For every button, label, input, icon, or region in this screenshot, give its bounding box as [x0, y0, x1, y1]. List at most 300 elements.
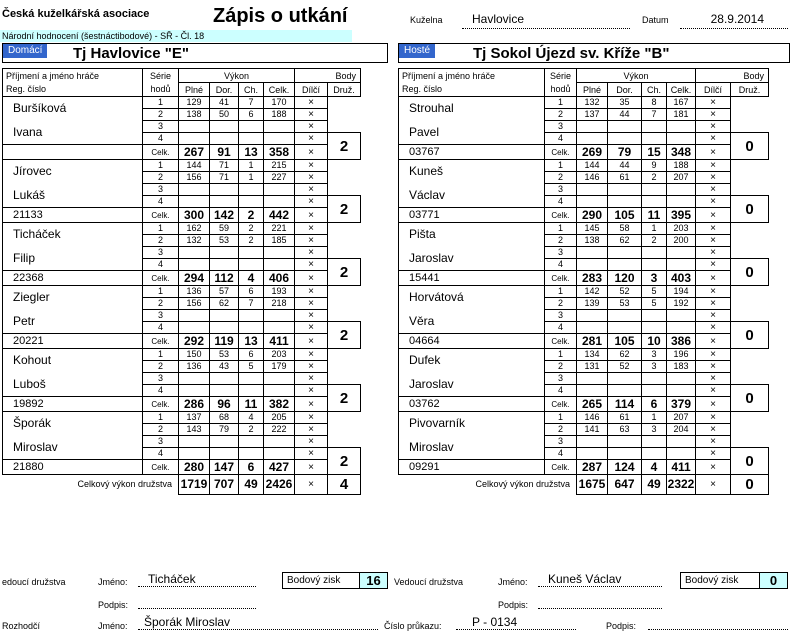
away-leader-label: Vedoucí družstva: [394, 577, 464, 587]
dilci-mark: ×: [696, 475, 731, 495]
series-cell-empty: [577, 133, 608, 145]
series-number: 3: [545, 373, 577, 385]
col-celk-header: Celk.: [264, 83, 295, 97]
player-last-name: Kohout: [3, 349, 143, 373]
col-ch-header: Ch.: [239, 83, 264, 97]
series-number: 4: [143, 448, 179, 460]
series-cell-empty: [264, 373, 295, 385]
player-total: 300: [179, 208, 210, 223]
dilci-mark: ×: [696, 160, 731, 172]
dilci-mark: ×: [295, 448, 328, 460]
dilci-mark: ×: [696, 310, 731, 322]
team-sum: 49: [642, 475, 667, 495]
series-cell: 193: [264, 286, 295, 298]
series-cell-empty: [667, 133, 696, 145]
col-points-header: Body: [295, 69, 361, 83]
series-cell: 136: [179, 286, 210, 298]
series-number: 4: [545, 385, 577, 397]
player-last-name: Šporák: [3, 412, 143, 436]
series-cell: 136: [179, 361, 210, 373]
druz-spacer: [731, 97, 769, 133]
series-number: 4: [143, 385, 179, 397]
series-cell-empty: [210, 448, 239, 460]
away-leader-name-label: Jméno:: [498, 577, 528, 587]
series-cell: 188: [667, 160, 696, 172]
player-total: 114: [608, 397, 642, 412]
series-cell-empty: [577, 184, 608, 196]
dilci-mark: ×: [295, 133, 328, 145]
player-last-name: Horvátová: [399, 286, 545, 310]
dilci-mark: ×: [696, 448, 731, 460]
series-cell: 59: [210, 223, 239, 235]
series-number: 1: [545, 160, 577, 172]
dilci-mark: ×: [295, 373, 328, 385]
dilci-mark: ×: [696, 259, 731, 271]
series-number: 2: [143, 235, 179, 247]
player-points: 2: [328, 196, 361, 223]
player-total: 13: [239, 334, 264, 349]
series-cell-empty: [642, 247, 667, 259]
series-cell-empty: [239, 385, 264, 397]
player-first-name: Miroslav: [399, 436, 545, 460]
series-cell: 138: [179, 109, 210, 121]
series-number: 2: [143, 172, 179, 184]
player-total: 348: [667, 145, 696, 160]
series-cell: 227: [264, 172, 295, 184]
series-number: 3: [545, 310, 577, 322]
series-number: 3: [545, 247, 577, 259]
dilci-mark: ×: [696, 109, 731, 121]
series-cell: 162: [179, 223, 210, 235]
col-name-header: Příjmení a jméno hráče: [3, 69, 143, 83]
series-cell-empty: [577, 322, 608, 334]
series-cell: 185: [264, 235, 295, 247]
player-total: 3: [642, 271, 667, 286]
dilci-mark: ×: [295, 424, 328, 436]
player-last-name: Buršíková: [3, 97, 143, 121]
referee-name-label: Jméno:: [98, 621, 128, 631]
player-total: 96: [210, 397, 239, 412]
series-cell-empty: [179, 133, 210, 145]
player-total: 119: [210, 334, 239, 349]
dilci-mark: ×: [295, 334, 328, 349]
player-last-name: Ticháček: [3, 223, 143, 247]
player-total: 267: [179, 145, 210, 160]
series-number: 3: [545, 184, 577, 196]
series-cell-empty: [577, 448, 608, 460]
referee-card: P - 0134: [456, 615, 576, 630]
venue-value: Havlovice: [462, 12, 630, 29]
series-cell-empty: [642, 448, 667, 460]
druz-spacer: [328, 223, 361, 259]
total-label: Celk.: [143, 334, 179, 349]
player-points: 2: [328, 259, 361, 286]
series-cell-empty: [608, 196, 642, 208]
series-cell-empty: [642, 196, 667, 208]
series-cell: 71: [210, 160, 239, 172]
dilci-mark: ×: [696, 349, 731, 361]
series-cell: 170: [264, 97, 295, 109]
druz-spacer: [731, 223, 769, 259]
series-cell: 139: [577, 298, 608, 310]
series-number: 3: [143, 310, 179, 322]
col-druz-header: Druž.: [328, 83, 361, 97]
series-cell: 9: [642, 160, 667, 172]
series-cell: 79: [210, 424, 239, 436]
dilci-mark: ×: [696, 172, 731, 184]
player-last-name: Dufek: [399, 349, 545, 373]
series-cell-empty: [577, 259, 608, 271]
home-score-label: Bodový zisk: [287, 575, 341, 586]
series-cell: 203: [264, 349, 295, 361]
series-cell: 196: [667, 349, 696, 361]
series-cell-empty: [667, 259, 696, 271]
date-value: 28.9.2014: [680, 12, 788, 29]
series-cell: 41: [210, 97, 239, 109]
series-cell-empty: [210, 121, 239, 133]
series-cell-empty: [210, 436, 239, 448]
series-cell: 134: [577, 349, 608, 361]
series-cell: 5: [642, 286, 667, 298]
referee-label: Rozhodčí: [2, 621, 41, 631]
away-sign-field[interactable]: [538, 594, 662, 609]
total-label: Celk.: [545, 145, 577, 160]
player-total: 2: [239, 208, 264, 223]
series-cell-empty: [667, 184, 696, 196]
player-first-name: Ivana: [3, 121, 143, 145]
series-number: 2: [545, 109, 577, 121]
series-cell-empty: [608, 121, 642, 133]
series-cell-empty: [642, 322, 667, 334]
player-total: 91: [210, 145, 239, 160]
series-cell: 2: [239, 223, 264, 235]
player-last-name: Pivovarník: [399, 412, 545, 436]
series-number: 2: [545, 424, 577, 436]
dilci-mark: ×: [295, 397, 328, 412]
dilci-mark: ×: [295, 196, 328, 208]
player-total: 395: [667, 208, 696, 223]
series-cell-empty: [667, 448, 696, 460]
player-last-name: Ziegler: [3, 286, 143, 310]
series-cell-empty: [642, 385, 667, 397]
series-cell: 200: [667, 235, 696, 247]
referee-sign-label: Podpis:: [606, 621, 637, 631]
player-total: 358: [264, 145, 295, 160]
series-number: 4: [545, 196, 577, 208]
series-cell: 146: [577, 412, 608, 424]
team-sum: 1719: [179, 475, 210, 495]
druz-spacer: [328, 349, 361, 385]
player-total: 79: [608, 145, 642, 160]
col-series2-header: hodů: [545, 83, 577, 97]
series-cell-empty: [264, 448, 295, 460]
player-total: 411: [667, 460, 696, 475]
dilci-mark: ×: [696, 235, 731, 247]
series-cell: 62: [210, 298, 239, 310]
series-cell-empty: [642, 310, 667, 322]
series-cell-empty: [264, 322, 295, 334]
series-cell: 3: [642, 424, 667, 436]
series-number: 2: [545, 172, 577, 184]
series-number: 4: [143, 259, 179, 271]
series-cell: 188: [264, 109, 295, 121]
dilci-mark: ×: [696, 373, 731, 385]
series-cell: 7: [642, 109, 667, 121]
org-name: Česká kuželkářská asociace: [2, 8, 150, 20]
series-cell: 192: [667, 298, 696, 310]
player-total: 105: [608, 334, 642, 349]
series-cell: 1: [642, 223, 667, 235]
series-cell-empty: [210, 385, 239, 397]
total-label: Celk.: [545, 208, 577, 223]
series-number: 1: [143, 286, 179, 298]
team-sum: 1675: [577, 475, 608, 495]
player-last-name: Kuneš: [399, 160, 545, 184]
series-cell: 144: [577, 160, 608, 172]
referee-sign-field[interactable]: [648, 615, 788, 630]
col-dor-header: Dor.: [608, 83, 642, 97]
series-cell-empty: [264, 259, 295, 271]
player-last-name: Strouhal: [399, 97, 545, 121]
series-cell: 61: [608, 412, 642, 424]
series-cell-empty: [264, 196, 295, 208]
druz-spacer: [731, 160, 769, 196]
dilci-mark: ×: [295, 160, 328, 172]
series-number: 3: [143, 436, 179, 448]
home-team-bar: [2, 43, 388, 63]
player-total: 120: [608, 271, 642, 286]
series-number: 2: [143, 298, 179, 310]
player-total: 11: [642, 208, 667, 223]
series-number: 1: [545, 349, 577, 361]
player-reg: 09291: [399, 460, 545, 475]
team-sum-points: 0: [731, 475, 769, 495]
col-points-header: Body: [696, 69, 769, 83]
series-cell: 203: [667, 223, 696, 235]
col-perf-header: Výkon: [179, 69, 295, 83]
druz-spacer: [328, 160, 361, 196]
dilci-mark: ×: [295, 109, 328, 121]
player-first-name: Jaroslav: [399, 247, 545, 271]
series-cell-empty: [239, 373, 264, 385]
col-series2-header: hodů: [143, 83, 179, 97]
player-reg: 19892: [3, 397, 143, 412]
team-sum: 2426: [264, 475, 295, 495]
series-cell-empty: [264, 133, 295, 145]
series-cell-empty: [210, 184, 239, 196]
series-cell-empty: [642, 184, 667, 196]
referee-card-label: Číslo průkazu:: [384, 621, 442, 631]
series-cell-empty: [608, 310, 642, 322]
series-number: 1: [143, 160, 179, 172]
player-total: 4: [642, 460, 667, 475]
home-team-name: Tj Havlovice "E": [73, 45, 189, 62]
player-points: 2: [328, 385, 361, 412]
series-cell-empty: [577, 436, 608, 448]
series-cell-empty: [239, 259, 264, 271]
player-total: 105: [608, 208, 642, 223]
player-total: 382: [264, 397, 295, 412]
series-cell: 179: [264, 361, 295, 373]
series-cell-empty: [179, 385, 210, 397]
series-cell: 6: [239, 109, 264, 121]
total-label: Celk.: [143, 460, 179, 475]
player-total: 112: [210, 271, 239, 286]
series-cell-empty: [264, 436, 295, 448]
player-total: 442: [264, 208, 295, 223]
team-sum: 49: [239, 475, 264, 495]
series-number: 2: [143, 109, 179, 121]
home-sign-field[interactable]: [138, 594, 256, 609]
series-number: 2: [143, 424, 179, 436]
total-label: Celk.: [143, 145, 179, 160]
series-number: 4: [143, 196, 179, 208]
series-number: 1: [143, 97, 179, 109]
series-cell-empty: [667, 322, 696, 334]
team-sum-label: Celkový výkon družstva: [475, 479, 570, 490]
player-total: 13: [239, 145, 264, 160]
dilci-mark: ×: [295, 412, 328, 424]
series-cell: 156: [179, 172, 210, 184]
total-label: Celk.: [143, 397, 179, 412]
druz-spacer: [731, 286, 769, 322]
series-number: 3: [545, 436, 577, 448]
series-cell-empty: [642, 133, 667, 145]
series-cell-empty: [577, 310, 608, 322]
dilci-mark: ×: [696, 184, 731, 196]
team-sum: 647: [608, 475, 642, 495]
series-cell-empty: [264, 184, 295, 196]
series-cell-empty: [179, 247, 210, 259]
series-cell: 2: [642, 235, 667, 247]
player-points: 2: [328, 448, 361, 475]
dilci-mark: ×: [696, 121, 731, 133]
series-cell: 68: [210, 412, 239, 424]
series-cell: 132: [577, 97, 608, 109]
series-cell-empty: [642, 259, 667, 271]
dilci-mark: ×: [295, 361, 328, 373]
series-cell-empty: [667, 121, 696, 133]
series-number: 4: [545, 133, 577, 145]
total-label: Celk.: [545, 334, 577, 349]
player-first-name: Luboš: [3, 373, 143, 397]
series-number: 1: [545, 97, 577, 109]
series-cell-empty: [179, 196, 210, 208]
series-cell-empty: [577, 385, 608, 397]
home-leader-name: Ticháček: [138, 572, 256, 587]
dilci-mark: ×: [696, 322, 731, 334]
series-cell: 53: [608, 298, 642, 310]
dilci-mark: ×: [696, 271, 731, 286]
series-cell: 222: [264, 424, 295, 436]
col-celk-header: Celk.: [667, 83, 696, 97]
series-cell-empty: [577, 121, 608, 133]
dilci-mark: ×: [295, 145, 328, 160]
series-cell-empty: [179, 436, 210, 448]
dilci-mark: ×: [295, 247, 328, 259]
home-tag: Domácí: [3, 44, 47, 58]
dilci-mark: ×: [696, 334, 731, 349]
series-cell: 50: [210, 109, 239, 121]
series-cell: 194: [667, 286, 696, 298]
series-number: 3: [143, 121, 179, 133]
series-cell: 141: [577, 424, 608, 436]
series-cell: 2: [642, 172, 667, 184]
dilci-mark: ×: [295, 208, 328, 223]
player-total: 294: [179, 271, 210, 286]
col-plne-header: Plné: [577, 83, 608, 97]
away-tag: Hosté: [399, 44, 435, 58]
series-cell: 167: [667, 97, 696, 109]
series-cell: 58: [608, 223, 642, 235]
series-number: 2: [545, 361, 577, 373]
series-cell-empty: [239, 196, 264, 208]
series-cell-empty: [608, 373, 642, 385]
series-cell-empty: [179, 310, 210, 322]
dilci-mark: ×: [696, 97, 731, 109]
series-cell: 204: [667, 424, 696, 436]
series-cell-empty: [577, 373, 608, 385]
dilci-mark: ×: [696, 361, 731, 373]
player-total: 280: [179, 460, 210, 475]
player-total: 286: [179, 397, 210, 412]
player-reg: 03767: [399, 145, 545, 160]
series-number: 3: [545, 121, 577, 133]
away-score-box: [680, 572, 788, 589]
druz-spacer: [328, 97, 361, 133]
player-total: 283: [577, 271, 608, 286]
dilci-mark: ×: [295, 97, 328, 109]
series-cell: 5: [642, 298, 667, 310]
home-leader-name-label: Jméno:: [98, 577, 128, 587]
total-label: Celk.: [545, 271, 577, 286]
venue-label: Kuželna: [410, 15, 443, 25]
dilci-mark: ×: [696, 247, 731, 259]
series-cell: 2: [239, 424, 264, 436]
series-cell-empty: [179, 184, 210, 196]
series-cell-empty: [667, 373, 696, 385]
player-points: 0: [731, 196, 769, 223]
series-cell-empty: [239, 310, 264, 322]
druz-spacer: [328, 286, 361, 322]
series-cell-empty: [608, 184, 642, 196]
away-sign-label: Podpis:: [498, 600, 529, 610]
dilci-mark: ×: [295, 286, 328, 298]
referee-name: Šporák Miroslav: [138, 615, 378, 630]
col-dilci-header: Dílčí: [295, 83, 328, 97]
series-number: 4: [545, 322, 577, 334]
player-reg: [3, 145, 143, 160]
player-reg: 03771: [399, 208, 545, 223]
series-cell: 44: [608, 160, 642, 172]
col-ch-header: Ch.: [642, 83, 667, 97]
player-points: 0: [731, 259, 769, 286]
series-cell: 215: [264, 160, 295, 172]
player-total: 4: [239, 271, 264, 286]
series-cell-empty: [608, 133, 642, 145]
series-cell-empty: [608, 322, 642, 334]
series-cell: 35: [608, 97, 642, 109]
series-number: 1: [545, 412, 577, 424]
druz-spacer: [731, 349, 769, 385]
home-leader-label: edoucí družstva: [2, 577, 66, 587]
series-cell: 61: [608, 172, 642, 184]
series-cell-empty: [210, 310, 239, 322]
col-series-header: Série: [143, 69, 179, 83]
player-points: 0: [731, 322, 769, 349]
series-number: 3: [143, 247, 179, 259]
series-cell-empty: [264, 385, 295, 397]
